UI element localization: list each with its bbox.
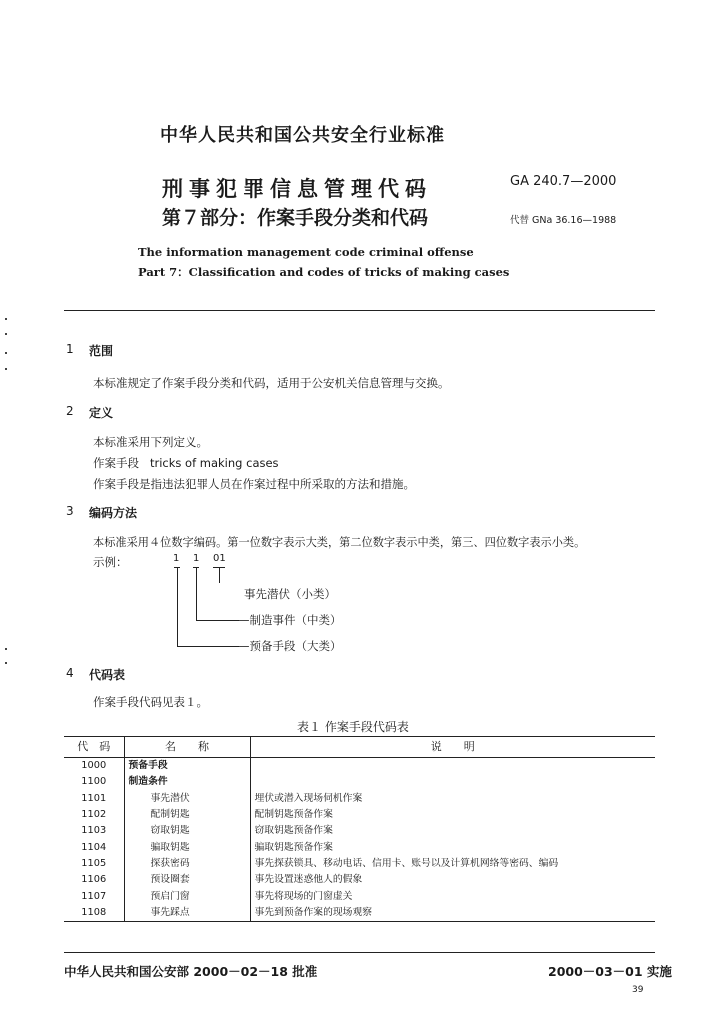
example-digit-major: 1: [173, 553, 180, 564]
section-3-title: 编码方法: [89, 506, 138, 520]
section-2-title: 定义: [89, 406, 114, 420]
standard-code: GA 240.7—2000: [510, 174, 617, 189]
row-code: 1107: [64, 888, 124, 904]
effective-date: 2000－03－01 实施: [548, 964, 672, 979]
row-code: 1106: [64, 872, 124, 888]
scan-mark: [5, 352, 7, 354]
row-name: 事先潜伏: [124, 791, 250, 807]
section-1-number: 1: [66, 342, 74, 356]
section-2-line: 作案手段是指违法犯罪人员在作案过程中所采取的方法和措施。: [93, 477, 415, 491]
row-description: 配制钥匙预备作案: [254, 809, 333, 821]
example-label-minor: 事先潜伏（小类）: [244, 587, 336, 601]
header-name: 名 称: [124, 737, 250, 758]
table-row: [64, 823, 655, 839]
row-name: 探获密码: [124, 856, 250, 872]
row-code: 1104: [64, 839, 124, 855]
row-code: 1102: [64, 807, 124, 823]
header-divider: [64, 310, 655, 311]
row-code: 1103: [64, 823, 124, 839]
section-4-text: 作案手段代码见表１。: [93, 695, 208, 709]
document-title-line2: 第７部分：作案手段分类和代码: [162, 207, 429, 229]
english-title-line1: The information management code criminal offense: [138, 245, 474, 259]
scan-mark: [5, 368, 7, 370]
table-row: [64, 839, 655, 855]
table-caption: 表１ 作案手段代码表: [297, 720, 409, 734]
section-2-number: 2: [66, 404, 74, 418]
row-name: 配制钥匙: [124, 807, 250, 823]
section-2-line: 作案手段 tricks of making cases: [93, 456, 279, 470]
section-4-title: 代码表: [89, 668, 126, 682]
connector-major: [177, 567, 239, 647]
row-description: [250, 758, 655, 775]
table-header-row: [64, 737, 655, 758]
row-description: 骗取钥匙预备作案: [254, 841, 333, 853]
header-code: 代 码: [64, 737, 124, 758]
section-4-number: 4: [66, 666, 74, 680]
table-row: [64, 856, 655, 872]
row-name: 骗取钥匙: [124, 839, 250, 855]
example-digit-minor: 01: [213, 553, 226, 564]
row-description: 事先设置迷惑他人的假象: [254, 874, 363, 886]
row-description: 事先到预备作案的现场观察: [250, 905, 655, 922]
scan-mark: [5, 333, 7, 335]
table-row: [64, 905, 655, 922]
issued-date: 中华人民共和国公安部 2000－02－18 批准: [64, 964, 318, 979]
page-number: 39: [632, 985, 644, 995]
section-3-text: 本标准采用４位数字编码。第一位数字表示大类，第二位数字表示中类，第三、四位数字表示小类。: [93, 536, 586, 549]
row-name: 制造条件: [124, 774, 250, 790]
row-code: 1100: [64, 774, 124, 790]
row-code: 1000: [64, 758, 124, 775]
section-1-text: 本标准规定了作案手段分类和代码，适用于公安机关信息管理与交换。: [93, 376, 450, 390]
table-row: [64, 807, 655, 823]
row-code: 1105: [64, 856, 124, 872]
table-row: [64, 872, 655, 888]
section-2-line: 本标准采用下列定义。: [93, 435, 208, 449]
standard-category: 中华人民共和国公共安全行业标准: [160, 125, 445, 146]
scan-mark: [5, 318, 7, 320]
example-label: 示例：: [93, 555, 128, 569]
row-name: 事先踩点: [124, 905, 250, 922]
table-row: [64, 758, 655, 775]
row-name: 预设圈套: [124, 872, 250, 888]
row-code: 1101: [64, 791, 124, 807]
row-description: [250, 774, 655, 790]
row-description: 事先探获锁具、移动电话、信用卡、账号以及计算机网络等密码、编码: [254, 857, 559, 869]
table-row: [64, 888, 655, 904]
row-name: 预备手段: [124, 758, 250, 775]
section-3-number: 3: [66, 504, 74, 518]
row-description: 埋伏或潜入现场伺机作案: [254, 792, 363, 804]
row-description: 事先将现场的门窗虚关: [254, 890, 353, 902]
document-title-line1: 刑事犯罪信息管理代码: [162, 177, 432, 201]
scan-mark: [5, 648, 7, 650]
row-description: 窃取钥匙预备作案: [254, 825, 333, 837]
example-digit-middle: 1: [193, 553, 200, 564]
row-name: 预启门窗: [124, 888, 250, 904]
table-row: [64, 774, 655, 790]
english-title-line2: Part 7：Classification and codes of tricks of making cases: [138, 265, 510, 279]
header-description: 说 明: [250, 737, 655, 758]
example-label-middle: —制造事件（中类）: [238, 613, 342, 627]
replaces-standard: 代替 GNa 36.16—1988: [510, 215, 617, 226]
code-table: [64, 736, 655, 922]
table-row: [64, 791, 655, 807]
example-label-major: —预备手段（大类）: [238, 639, 342, 653]
row-code: 1108: [64, 905, 124, 922]
row-name: 窃取钥匙: [124, 823, 250, 839]
footer-divider: [64, 952, 655, 953]
section-1-title: 范围: [89, 344, 114, 358]
scan-mark: [5, 662, 7, 664]
